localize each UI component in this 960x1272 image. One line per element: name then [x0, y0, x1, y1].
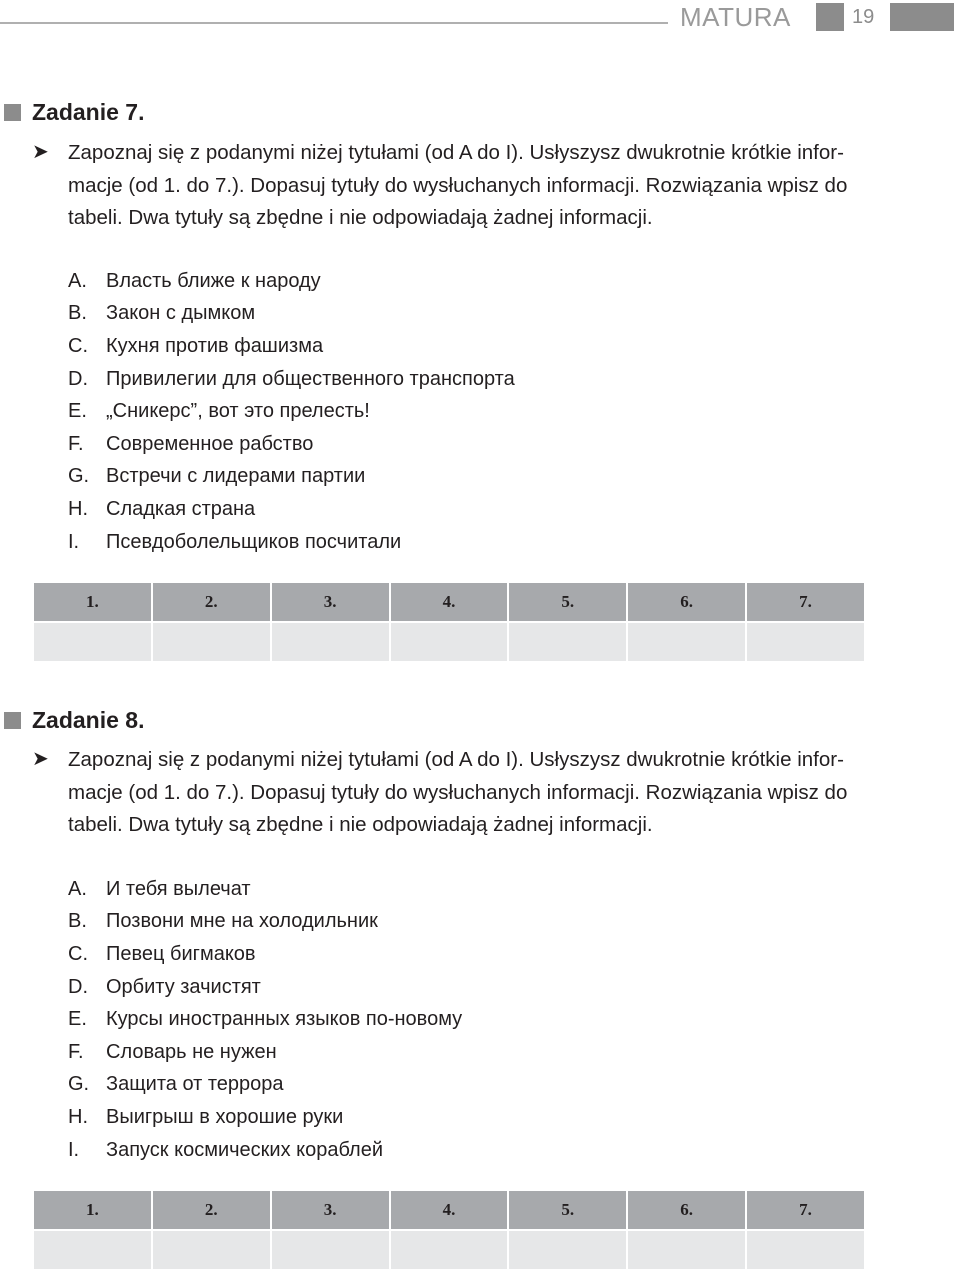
option-text: Певец бигмаков: [106, 942, 256, 965]
answer-cell[interactable]: [627, 1230, 746, 1270]
option-letter: G.: [68, 465, 90, 488]
header-block-left: [816, 3, 844, 31]
option-letter: B.: [68, 302, 87, 325]
option-letter: D.: [68, 367, 88, 390]
page-number: 19: [852, 6, 875, 28]
task-8-options: [68, 873, 768, 1166]
option-item: [68, 1003, 768, 1036]
option-item: [68, 1101, 768, 1134]
option-item: [68, 461, 768, 494]
answer-cell[interactable]: [746, 1230, 865, 1270]
option-text: Кухня против фашизма: [106, 334, 324, 357]
task-8-title: Zadanie 8.: [32, 706, 145, 733]
option-letter: A.: [68, 269, 87, 292]
instruction-line: tabeli. Dwa tytuły są zbędne i nie odpowiadają żadnej informacji.: [68, 206, 653, 229]
answer-cell[interactable]: [152, 1230, 271, 1270]
table-header-cell: 2.: [152, 1190, 271, 1230]
option-item: [68, 873, 768, 906]
option-letter: E.: [68, 1008, 87, 1031]
answer-cell[interactable]: [627, 622, 746, 662]
table-header-cell: 3.: [271, 582, 390, 622]
instruction-line: macje (od 1. do 7.). Dopasuj tytuły do wysłuchanych informacji. Rozwiązania wpisz do: [68, 173, 848, 197]
arrow-bullet-icon: ➤: [32, 141, 49, 163]
table-header-row: [33, 582, 865, 622]
option-letter: I.: [68, 1138, 80, 1161]
table-header-row: [33, 1190, 865, 1230]
table-header-cell: 4.: [390, 1190, 509, 1230]
option-letter: F.: [68, 1040, 84, 1063]
table-header-cell: 6.: [627, 582, 746, 622]
option-item: [68, 493, 768, 526]
option-text: „Сникерс”, вот это прелесть!: [106, 400, 370, 423]
table-header-cell: 1.: [33, 1190, 152, 1230]
option-letter: C.: [68, 942, 88, 965]
table-header-cell: 5.: [508, 1190, 627, 1230]
option-text: Современное рабство: [106, 432, 314, 455]
option-letter: H.: [68, 497, 88, 520]
square-bullet-icon: [4, 104, 21, 121]
option-letter: F.: [68, 432, 84, 455]
option-text: Выигрыш в хорошие руки: [106, 1105, 344, 1128]
option-item: [68, 1134, 768, 1167]
task-7-answer-table: [32, 581, 866, 663]
option-item: [68, 1069, 768, 1102]
option-text: Запуск космических кораблей: [106, 1138, 384, 1161]
option-letter: I.: [68, 530, 80, 553]
option-letter: B.: [68, 910, 87, 933]
task-7-options: [68, 265, 768, 558]
option-item: [68, 363, 768, 396]
instruction-line: tabeli. Dwa tytuły są zbędne i nie odpowiadają żadnej informacji.: [68, 813, 653, 836]
option-item: [68, 330, 768, 363]
option-letter: E.: [68, 400, 87, 423]
option-text: Закон с дымком: [106, 302, 256, 325]
option-item: [68, 428, 768, 461]
task-7-heading: [4, 97, 144, 127]
option-text: Словарь не нужен: [106, 1040, 277, 1063]
instruction-line: Zapoznaj się z podanymi niżej tytułami (od A do I). Usłyszysz dwukrotnie krótkie infor-: [68, 748, 844, 771]
option-item: [68, 526, 768, 559]
option-letter: D.: [68, 975, 88, 998]
table-header-cell: 2.: [152, 582, 271, 622]
task-8-heading: [4, 705, 144, 735]
option-letter: H.: [68, 1105, 88, 1128]
square-bullet-icon: [4, 712, 21, 729]
task-7-title: Zadanie 7.: [32, 98, 145, 125]
option-item: [68, 395, 768, 428]
answer-cell[interactable]: [33, 1230, 152, 1270]
table-header-cell: 7.: [746, 1190, 865, 1230]
table-header-cell: 3.: [271, 1190, 390, 1230]
table-header-cell: 4.: [390, 582, 509, 622]
option-item: [68, 1036, 768, 1069]
option-text: Сладкая страна: [106, 497, 256, 520]
table-header-cell: 6.: [627, 1190, 746, 1230]
option-text: Псевдоболельщиков посчитали: [106, 530, 402, 553]
instruction-line: Zapoznaj się z podanymi niżej tytułami (od A do I). Usłyszysz dwukrotnie krótkie infor-: [68, 141, 844, 164]
table-answer-row: [33, 622, 865, 662]
answer-cell[interactable]: [33, 622, 152, 662]
answer-cell[interactable]: [508, 1230, 627, 1270]
answer-cell[interactable]: [271, 622, 390, 662]
answer-cell[interactable]: [508, 622, 627, 662]
option-text: Привилегии для общественного транспорта: [106, 367, 515, 390]
answer-cell[interactable]: [390, 1230, 509, 1270]
option-item: [68, 906, 768, 939]
option-text: Власть ближе к народу: [106, 269, 321, 292]
task-8-answer-table: [32, 1189, 866, 1271]
table-header-cell: 7.: [746, 582, 865, 622]
answer-cell[interactable]: [271, 1230, 390, 1270]
option-letter: C.: [68, 334, 88, 357]
option-letter: A.: [68, 877, 87, 900]
option-item: [68, 265, 768, 298]
header-title: MATURA: [680, 2, 791, 32]
option-text: Защита от террора: [106, 1073, 284, 1096]
option-item: [68, 971, 768, 1004]
answer-cell[interactable]: [152, 622, 271, 662]
answer-cell[interactable]: [390, 622, 509, 662]
option-text: Позвони мне на холодильник: [106, 910, 378, 933]
table-header-cell: 5.: [508, 582, 627, 622]
option-text: Орбиту зачистят: [106, 975, 261, 998]
option-text: Курсы иностранных языков по-новому: [106, 1008, 463, 1031]
option-text: Встречи с лидерами партии: [106, 465, 366, 488]
option-text: И тебя вылечат: [106, 877, 251, 900]
table-header-cell: 1.: [33, 582, 152, 622]
table-answer-row: [33, 1230, 865, 1270]
option-item: [68, 298, 768, 331]
arrow-bullet-icon: ➤: [32, 748, 49, 770]
instruction-line: macje (od 1. do 7.). Dopasuj tytuły do wysłuchanych informacji. Rozwiązania wpisz do: [68, 780, 848, 804]
header-block-right: [890, 3, 954, 31]
option-letter: G.: [68, 1073, 90, 1096]
option-item: [68, 938, 768, 971]
answer-cell[interactable]: [746, 622, 865, 662]
header-rule: [0, 22, 668, 24]
